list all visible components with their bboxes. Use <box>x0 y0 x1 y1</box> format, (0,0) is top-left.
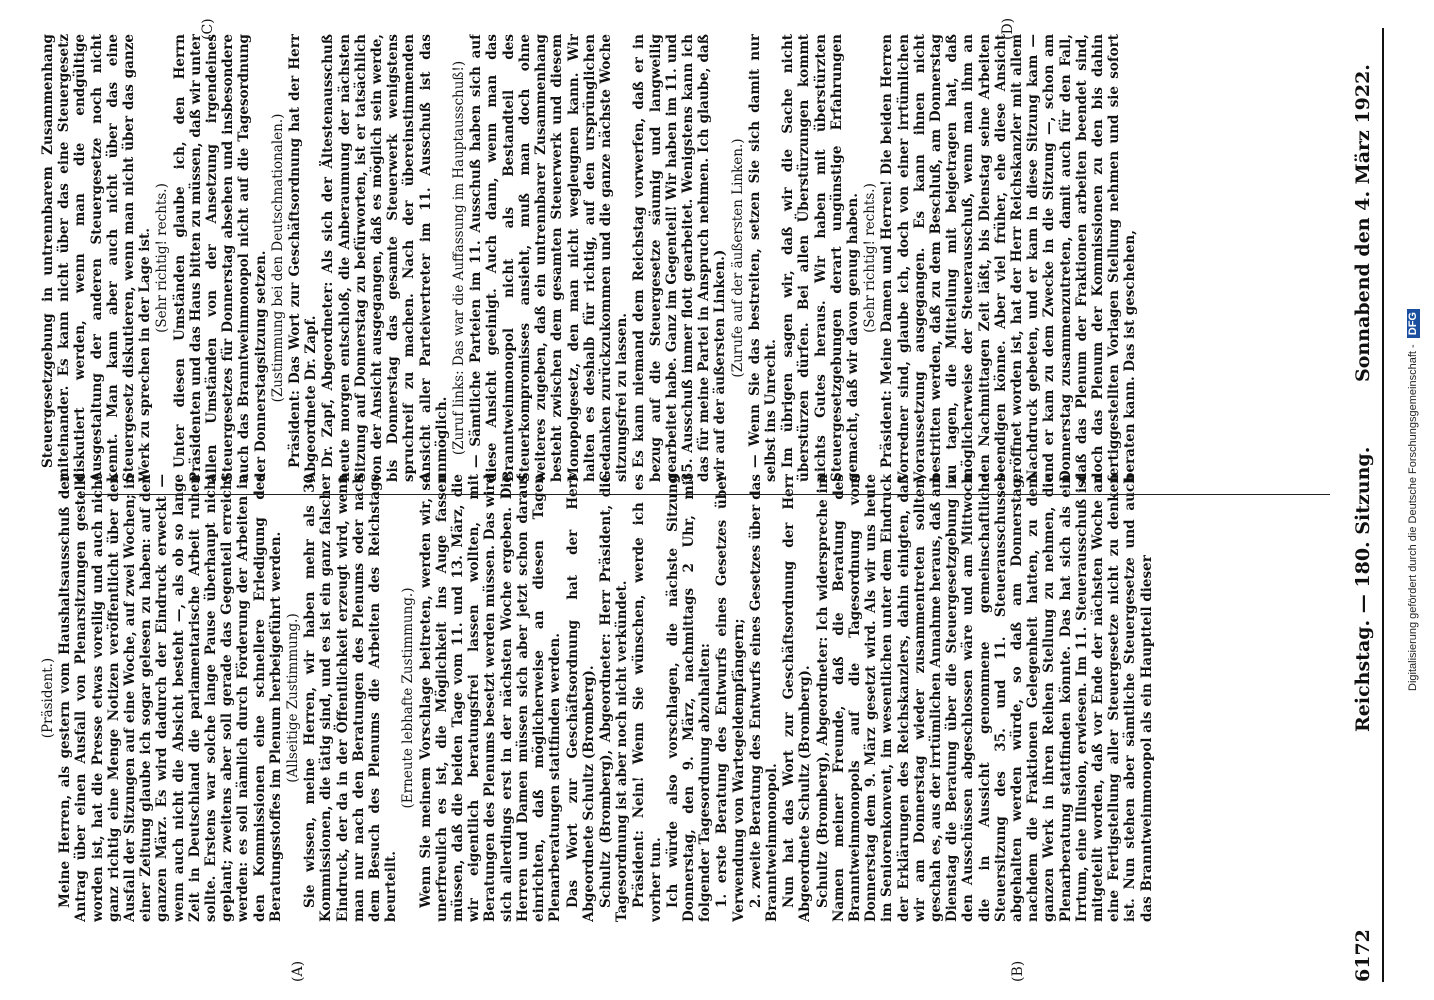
paragraph: (Sehr richtig! rechts.) <box>862 183 879 333</box>
paragraph: Sie wissen, meine Herren, wir haben mehr als 30 Kommissionen, die tätig sind, und es ist ein ganz falscher Eindruck, der da in der Öffentlichkeit erzeugt wird, wenn man nur nach den Beratungen des Plenums oder nach dem Besuch des Plenums die Arbeiten des Reichstags beurteilt. <box>302 474 400 922</box>
paragraph: (Zurufe auf der äußersten Linken.) <box>729 138 746 378</box>
paragraph: — Wenn Sie das bestreiten, setzen Sie sich damit nur selbst ins Unrecht. <box>746 34 779 482</box>
paragraph: 1. erste Beratung des Entwurfs eines Gesetzes über Verwendung von Wartegeldempfängern; <box>714 474 747 922</box>
paragraph: Steuergesetzgebung in untrennbarem Zusammenhang miteinander. Es kann nicht über das eine Steuergesetz diskutiert werden, wenn man die endgültige Ausgestaltung der anderen Steuergesetze noch nicht kennt. Man kann aber auch nicht über das eine Steuergesetz diskutieren, wenn man nicht über das ganze Werk zu sprechen in der Lage ist. <box>40 34 154 482</box>
digitization-credit <box>1398 0 1428 1000</box>
paragraph: Präsident: Meine Damen und Herren! Die beiden Herren Vorredner sind, glaube ich, doch von einer irrtümlichen Voraussetzung ausgegangen. Es kann ihnen nicht bestritten werden, daß zu dem Beschluß, am Donnerstag zu tagen, die Mitteilung mit beigetragen hat, daß möglicherweise der Steuerausschuß, wenn man ihm an den Nachmittagen Zeit läßt, bis Dienstag seine Arbeiten beendigen könne. Aber viel früher, ehe diese Ansicht eröffnet worden ist, hat der Herr Reichskanzler mit allem Nachdruck gebeten, und er kam in diese Sitzung kam — und er kam zu dem Zwecke in die Sitzung —, schon am Donnerstag zusammenzutreten, damit auch für den Fall, daß das Plenum der Fraktionen arbeiten beendet sind, doch das Plenum der Kommissionen zu den bis dahin fertiggestellten Vorlagen Stellung nehmen und sie sofort beraten kann. Das ist geschehen, <box>879 34 1139 482</box>
paragraph: Ich würde also vorschlagen, die nächste Sitzung Donnerstag, den 9. März, nachmittags 2 Uhr, mit folgender Tagesordnung abzuhalten: <box>664 474 714 922</box>
text-column-right <box>40 34 1335 482</box>
paragraph: (Sehr richtig! rechts.) <box>154 183 171 333</box>
paragraph: (Präsident.) <box>40 657 56 739</box>
paragraph: — Sämtliche Parteien im 11. Ausschuß haben sich auf diese Ansicht geeinigt. Auch dann, wenn man das Branntweinmonopol nicht als Bestandteil des Steuerkompromisses ansieht, muß man doch ohne weiteres zugeben, daß ein untrennbarer Zusammenhang besteht zwischen dem gesamten Steuerwerk und diesem Monopolgesetz, den man nicht wegleugnen kann. Wir halten es deshalb für richtig, auf den ursprünglichen Gedanken zurückzukommen und die ganze nächste Woche sitzungsfrei zu lassen. <box>468 34 631 482</box>
paragraph: 2. zweite Beratung des Entwurfs eines Gesetzes über das Branntweinmonopol. <box>747 474 780 922</box>
margin-mark-b: (B) <box>1010 960 1026 982</box>
paragraph: Das Wort zur Geschäftsordnung hat der Herr Abgeordnete Schultz (Bromberg). <box>564 474 597 922</box>
paragraph: Wenn Sie meinem Vorschlage beitreten, werden wir, so unerfreulich es ist, die Möglichkeit ins Auge fassen müssen, daß die beiden Tage vom 11. und 13. März, die wir eigentlich beratungsfrei lassen wollten, mit Beratungen des Plenums besetzt werden müssen. Das wird sich allerdings erst in der nächsten Woche ergeben. Die Herren und Damen müssen sich aber jetzt schon darauf einrichten, daß möglicherweise an diesen Tagen Plenarberatungen stattfinden werden. <box>417 474 564 922</box>
paragraph: Präsident: Nein! Wenn Sie wünschen, werde ich es vorher tun. <box>631 474 664 922</box>
paragraph: Nun hat das Wort zur Geschäftsordnung der Herr Abgeordnete Schultz (Bromberg). <box>781 474 814 922</box>
page-number: 6172 <box>1352 929 1374 982</box>
dfg-logo: DFG <box>1407 309 1420 338</box>
margin-mark-d: (D) <box>1000 17 1016 40</box>
paragraph: Präsident: Das Wort zur Geschäftsordnung hat der Herr Abgeordnete Dr. Zapf. <box>287 34 320 482</box>
paragraph: Schultz (Bromberg), Abgeordneter: Ich widerspreche im Namen meiner Freunde, daß die Beratung des Branntweinmonopols auf die Tagesordnung vom Donnerstag dem 9. März gesetzt wird. Als wir uns heute im Seniorenkonvent, im wesentlichen unter dem Eindruck der Erklärungen des Reichskanzlers, dahin einigten, daß wir am Donnerstag wieder zusammentreten sollten, geschah es, aus der irrtümlichen Annahme heraus, daß am Dienstag die Beratung über die Steuergesetzgebung in den Ausschüssen abgeschlossen wäre und am Mittwoch die in Aussicht genommene gemeinschaftliche Steuersitzung des 35. und 11. Steuerausschusses abgehalten werden würde, so daß am Donnerstag, nachdem die Fraktionen Gelegenheit hatten, zu dem ganzen Werk in ihren Reihen Stellung zu nehmen, die Plenarberatung stattfinden könnte. Das hat sich als ein Irrtum, eine Illusion, erwiesen. Im 11. Steuerausschuß ist mitgeteilt worden, daß vor Ende der nächsten Woche an eine Fertigstellung aller Steuergesetze nicht zu denken ist. Nun stehen aber sämtliche Steuergesetze und auch das Branntweinmonopol als ein Hauptteil dieser <box>814 474 1155 922</box>
paragraph: Im übrigen sagen wir, daß wir die Sache nicht überstürzen dürfen. Bei allen Überstürzungen kommt nichts Gutes heraus. Wir haben mit überstürzten Steuergesetzgebungen derart ungünstige Erfahrungen gemacht, daß wir davon genug haben. <box>780 34 861 482</box>
paragraph: Dr. Zapf, Abgeordneter: Als sich der Ältestenausschuß heute morgen entschloß, die Anberaumung der nächsten Sitzung auf Donnerstag zu befürworten, ist er tatsächlich von der Ansicht ausgegangen, daß es möglich sein werde, bis Donnerstag das gesamte Steuerwerk wenigstens spruchreif zu machen. Nach der übereinstimmenden Ansicht aller Parteivertreter im 11. Ausschuß ist das unmöglich. <box>320 34 450 482</box>
paragraph: (Zustimmung bei den Deutschnationalen.) <box>269 113 286 403</box>
page-header <box>1348 28 1384 982</box>
paragraph: Schultz (Bromberg), Abgeordneter: Herr Präsident, die Tagesordnung ist aber noch nicht verkündet. <box>597 474 631 922</box>
margin-mark-c: (C) <box>200 18 216 40</box>
paragraph: Unter diesen Umständen glaube ich, den Herrn Präsidenten und das Haus bitten zu müssen, daß wir unter allen Umständen von der Ansetzung irgendeines Steuergesetzes für Donnerstag absehen und insbesondere auch das Branntweinmonopol nicht auf die Tagesordnung der Donnerstagsitzung setzen. <box>171 34 269 482</box>
paragraph: Es kann niemand dem Reichstag vorwerfen, daß er in bezug auf die Steuergesetze säumig und langweilig gearbeitet habe. Ganz im Gegenteil! Wir haben im 11. und 35. Ausschuß immer flott gearbeitet. Wenigstens kann ich das für meine Partei in Anspruch nehmen. Ich glaube, daß wir auf der äußersten Linken.) <box>631 34 729 482</box>
page-title: Reichstag. — 180. Sitzung. <box>1352 446 1374 732</box>
page-date: Sonnabend den 4. März 1922. <box>1352 64 1374 382</box>
paragraph: (Erneute lebhafte Zustimmung.) <box>400 587 417 809</box>
margin-mark-a: (A) <box>290 960 306 982</box>
paragraph: (Zuruf links: Das war die Auffassung im Hauptausschuß!) <box>451 60 468 456</box>
paragraph: (Allseitige Zustimmung.) <box>285 613 302 783</box>
column-divider <box>80 494 1330 495</box>
paragraph: Meine Herren, als gestern vom Haushaltsausschuß der Antrag über einen Ausfall von Plenarsitzungen gestellt worden ist, hat die Presse etwas voreilig und auch nicht ganz richtig eine Menge Notizen veröffentlicht über den Ausfall der Sitzungen auf eine Woche, auf zwei Wochen; in einer Zeitung glaube ich sogar gelesen zu haben: auf den ganzen März. Es wird dadurch der Eindruck erweckt — wenn auch nicht die Absicht besteht —, als ob so lange Zeit in Deutschland die parlamentarische Arbeit ruhen sollte. Erstens war solche lange Pause überhaupt nicht geplant; zweitens aber soll gerade das Gegenteil erreicht werden: es soll nämlich durch Förderung der Arbeiten in den Kommissionen eine schnellere Erledigung des Beratungsstoffes im Plenum herbeigeführt werden. <box>57 474 284 922</box>
credit-text: Digitalisierung gefördert durch die Deutsche Forschungsgemeinschaft - <box>1407 344 1419 691</box>
text-column-left <box>40 474 1335 922</box>
